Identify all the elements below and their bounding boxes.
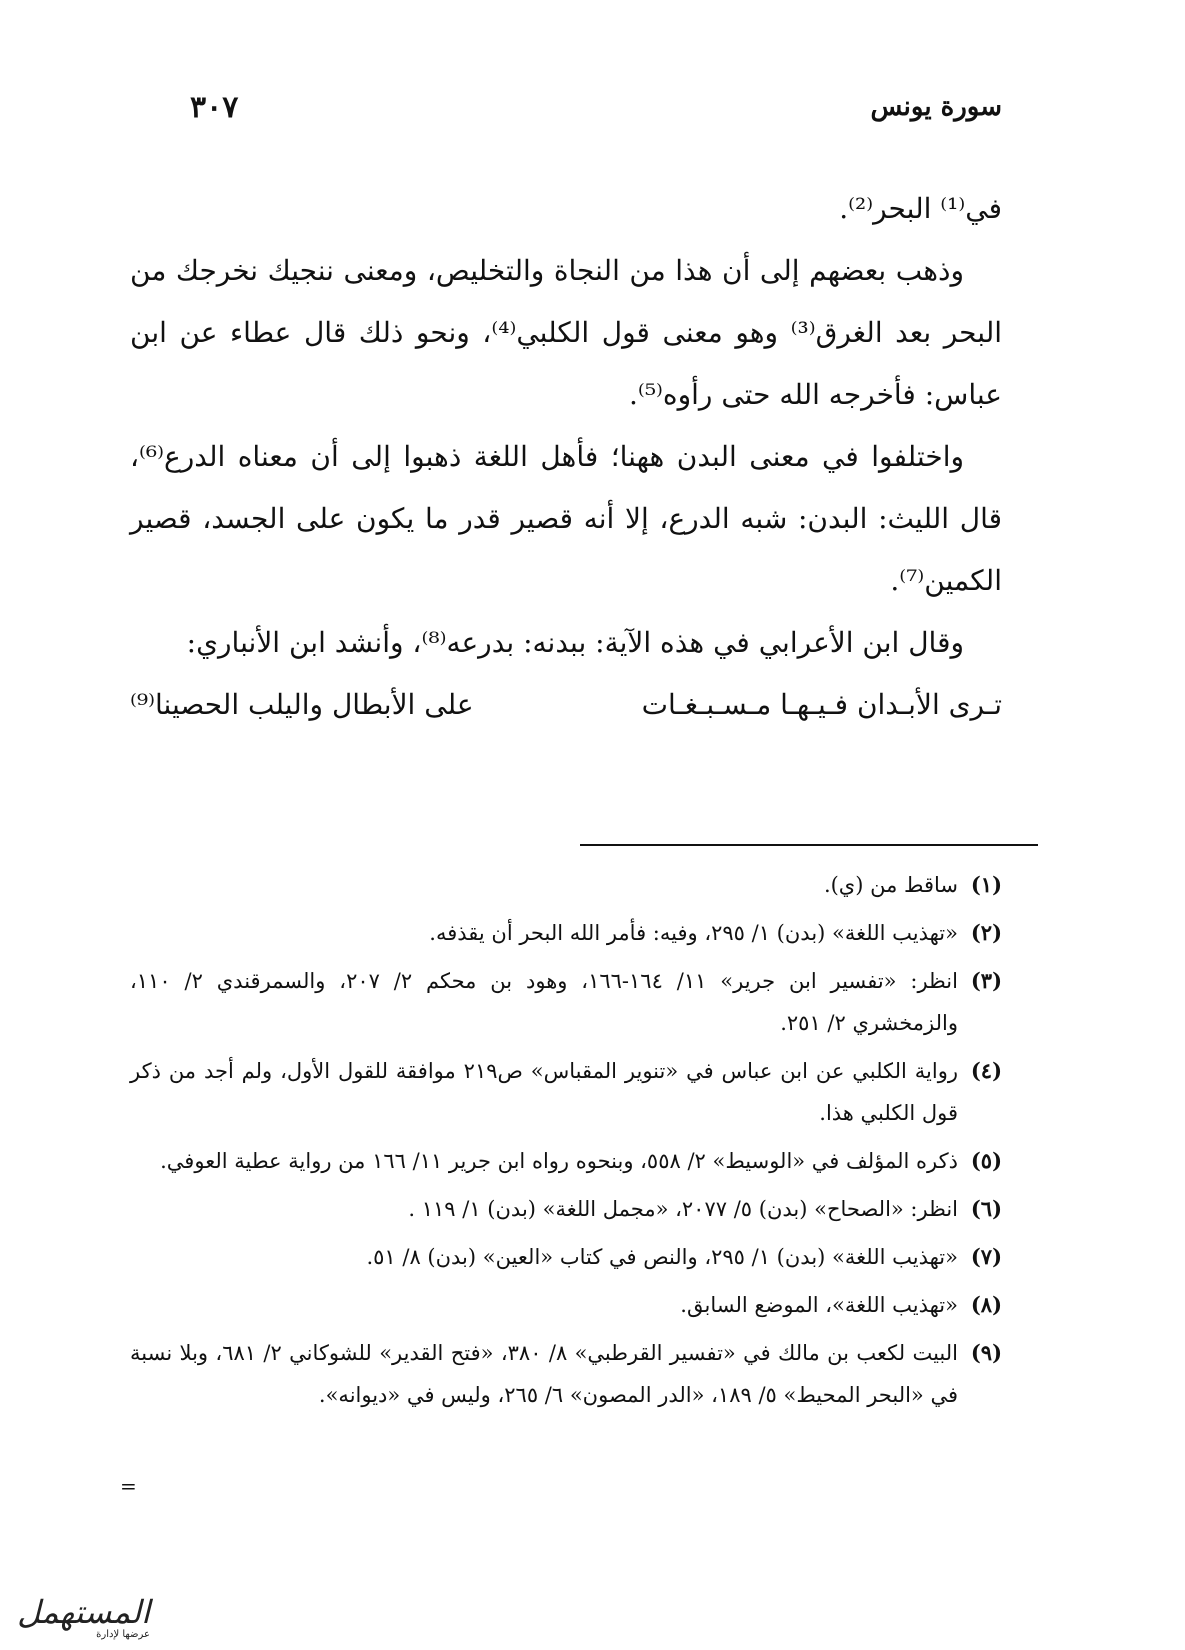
footnote-number: (١) bbox=[970, 872, 1002, 897]
page-number: ٣٠٧ bbox=[190, 90, 239, 125]
paragraph-4: وقال ابن الأعرابي في هذه الآية: ببدنه: بدرعه⁽⁸⁾، وأنشد ابن الأنباري: bbox=[186, 626, 964, 659]
footnote-separator bbox=[580, 844, 1038, 846]
footnote-text: ساقط من (ي). bbox=[823, 873, 958, 897]
poetry-verse bbox=[130, 674, 1002, 736]
footnote bbox=[130, 1188, 1002, 1230]
paragraph-2: وذهب بعضهم إلى أن هذا من النجاة والتخليص، ومعنى ننجيك نخرجك من البحر بعد الغرق⁽³⁾ وهو معنى قول الكلبي⁽⁴⁾، ونحو ذلك قال عطاء عن ابن عباس: فأخرجه الله حتى رأوه⁽⁵⁾. bbox=[130, 254, 1003, 411]
footnote-text: البيت لكعب بن مالك في «تفسير القرطبي» ٨/ ٣٨٠، «فتح القدير» للشوكاني ٢/ ٦٨١، وبلا نسبة في «البحر المحيط» ٥/ ١٨٩، «الدر المصون» ٦/ ٢٦٥، وليس في «ديوانه». bbox=[130, 1341, 958, 1407]
footnote bbox=[130, 1140, 1002, 1182]
footnote-text: انظر: «الصحاح» (بدن) ٥/ ٢٠٧٧، «مجمل اللغة» (بدن) ١/ ١١٩ . bbox=[408, 1197, 958, 1221]
footnote-number: (٢) bbox=[970, 920, 1002, 945]
continuation-mark: = bbox=[120, 1474, 137, 1498]
main-text bbox=[130, 178, 1002, 736]
logo-calligraphy: المستهمل bbox=[17, 1593, 150, 1631]
footnote bbox=[130, 960, 1002, 1044]
footnote-number: (٧) bbox=[970, 1244, 1002, 1269]
footnote-text: «تهذيب اللغة» (بدن) ١/ ٢٩٥، وفيه: فأمر الله البحر أن يقذفه. bbox=[429, 921, 958, 945]
footnote-text: ذكره المؤلف في «الوسيط» ٢/ ٥٥٨، وبنحوه رواه ابن جرير ١١/ ١٦٦ من رواية عطية العوفي. bbox=[160, 1149, 958, 1173]
footnote bbox=[130, 1050, 1002, 1134]
footnote-text: «تهذيب اللغة»، الموضع السابق. bbox=[680, 1293, 958, 1317]
footnote-number: (٣) bbox=[970, 968, 1002, 993]
paragraph-3: واختلفوا في معنى البدن ههنا؛ فأهل اللغة ذهبوا إلى أن معناه الدرع⁽⁶⁾، قال الليث: البدن: شبه الدرع، إلا أنه قصير قدر ما يكون على الجسد، قصير الكمين⁽⁷⁾. bbox=[130, 440, 1002, 597]
footnote-number: (٤) bbox=[970, 1058, 1002, 1083]
footnote-text: انظر: «تفسير ابن جرير» ١١/ ١٦٤-١٦٦، وهود بن محكم ٢/ ٢٠٧، والسمرقندي ٢/ ١١٠، والزمخشري ٢/ ٢٥١. bbox=[130, 969, 958, 1035]
footnotes-section bbox=[130, 864, 1002, 1422]
footnote-number: (٨) bbox=[970, 1292, 1002, 1317]
footnote bbox=[130, 912, 1002, 954]
footnote-text: «تهذيب اللغة» (بدن) ١/ ٢٩٥، والنص في كتاب «العين» (بدن) ٨/ ٥١. bbox=[366, 1245, 958, 1269]
page-header-title: سورة يونس bbox=[870, 92, 1002, 122]
logo-subtitle: عرضها لإدارة bbox=[96, 1629, 150, 1640]
paragraph-1: في⁽¹⁾ البحر⁽²⁾. bbox=[839, 192, 1002, 225]
footnote-number: (٩) bbox=[970, 1340, 1002, 1365]
footnote bbox=[130, 1284, 1002, 1326]
footnote bbox=[130, 1236, 1002, 1278]
verse-first-hemistich: تـرى الأبـدان فـيـهـا مـسـبـغـات bbox=[641, 688, 1002, 721]
footnote bbox=[130, 1332, 1002, 1416]
footnote-text: رواية الكلبي عن ابن عباس في «تنوير المقباس» ص٢١٩ موافقة للقول الأول، ولم أجد من ذكر قول الكلبي هذا. bbox=[130, 1059, 958, 1125]
verse-second-hemistich: على الأبطال واليلب الحصينا⁽⁹⁾ bbox=[130, 688, 474, 721]
footnote-number: (٥) bbox=[970, 1148, 1002, 1173]
footnote bbox=[130, 864, 1002, 906]
footnote-number: (٦) bbox=[970, 1196, 1002, 1221]
publisher-logo bbox=[0, 1593, 150, 1650]
